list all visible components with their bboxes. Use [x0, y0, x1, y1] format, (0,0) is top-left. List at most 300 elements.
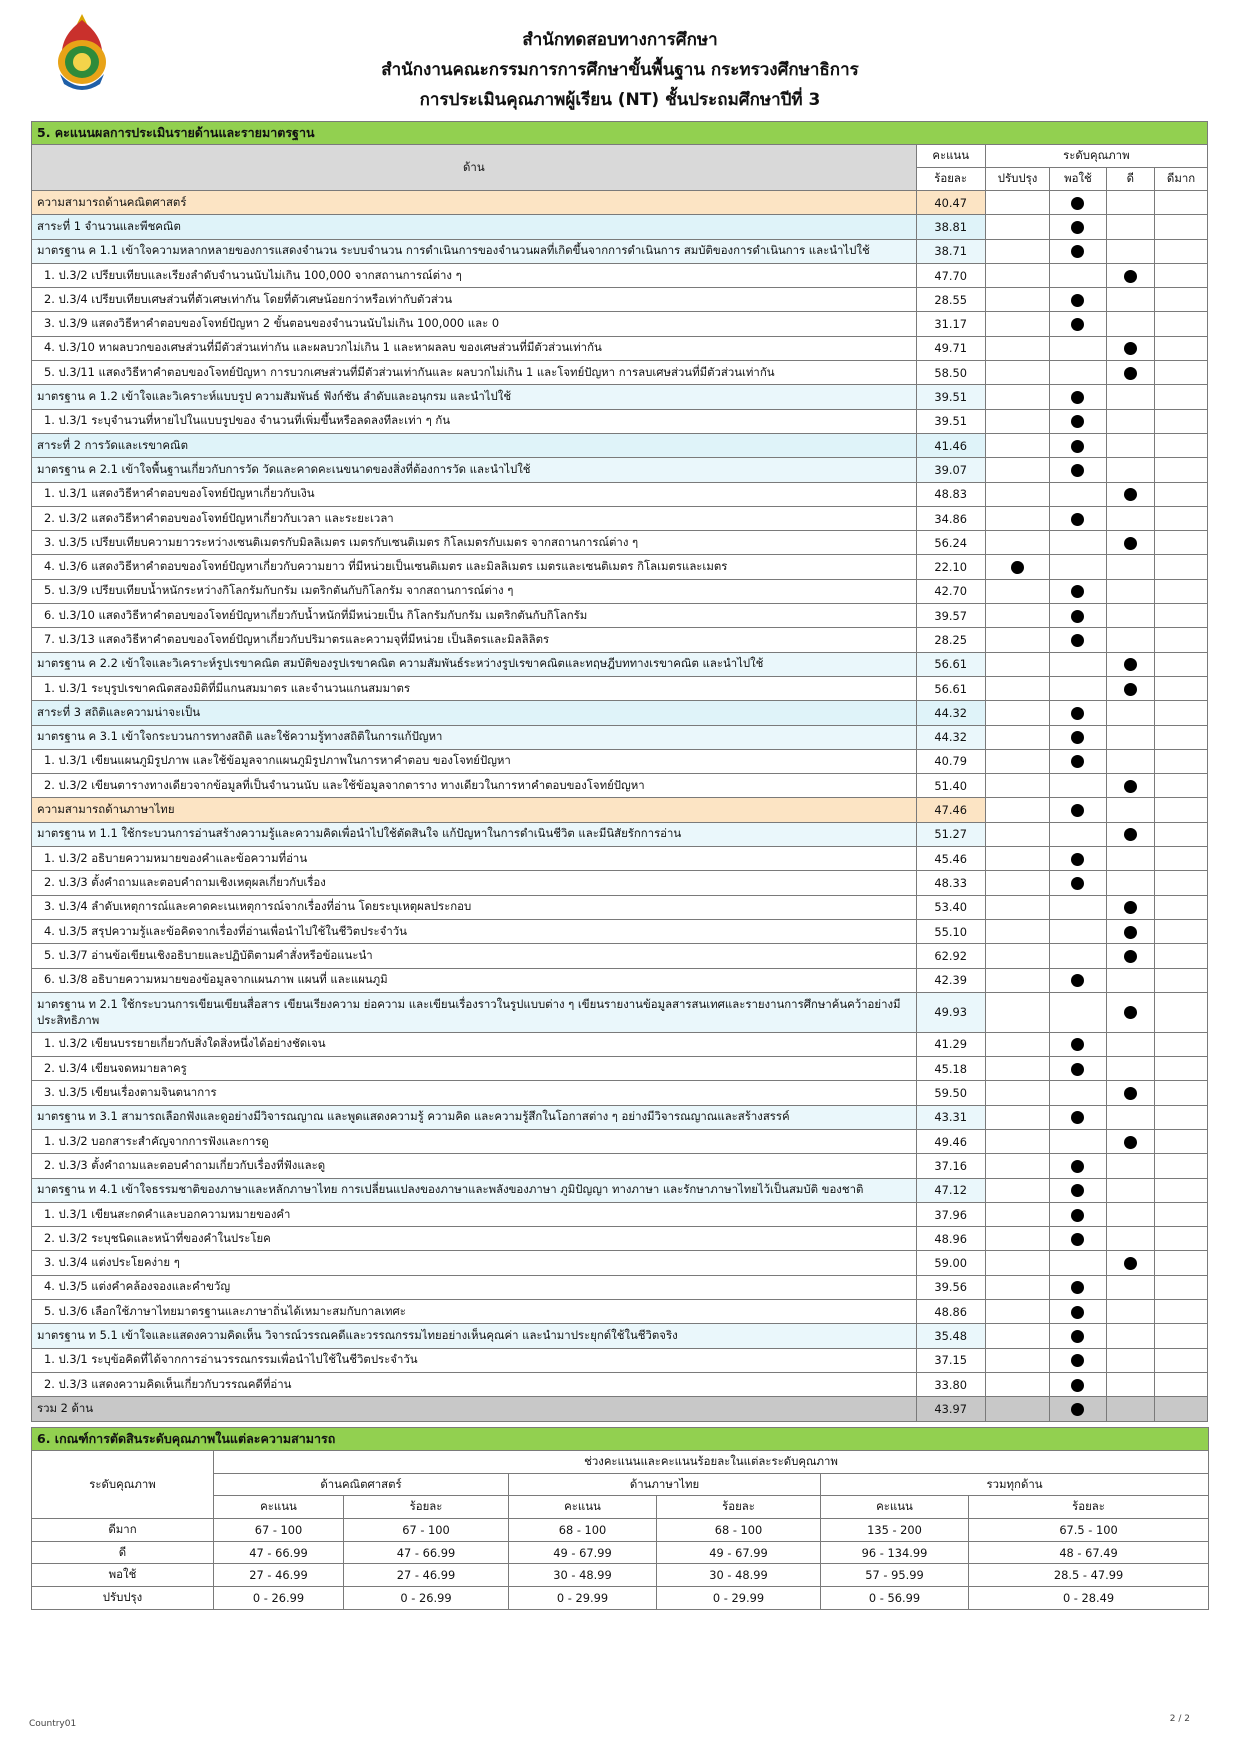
- level-cell: [1106, 1348, 1155, 1372]
- level-cell: [1050, 579, 1106, 603]
- level-header-improve: ปรับปรุง: [985, 168, 1050, 191]
- ability-row: [32, 798, 1208, 822]
- percent-score: 44.32: [916, 701, 985, 725]
- level-cell: [985, 555, 1050, 579]
- level-cell: [1106, 288, 1155, 312]
- level-cell: [1050, 871, 1106, 895]
- filled-circle-icon: [1071, 1281, 1084, 1294]
- level-cell: [985, 798, 1050, 822]
- percent-score: 39.56: [916, 1275, 985, 1299]
- level-cell: [1050, 409, 1106, 433]
- filled-circle-icon: [1071, 1330, 1084, 1343]
- level-cell: [1106, 579, 1155, 603]
- standard-row: [32, 1324, 1208, 1348]
- level-cell: [985, 1202, 1050, 1226]
- filled-circle-icon: [1071, 755, 1084, 768]
- org-subtitle: สำนักงานคณะกรรมการการศึกษาขั้นพื้นฐาน กระทรวงศึกษาธิการ: [381, 60, 859, 80]
- level-cell: [985, 215, 1050, 239]
- filled-circle-icon: [1011, 561, 1024, 574]
- level-cell: [985, 239, 1050, 263]
- level-cell: [1050, 336, 1106, 360]
- criteria-range: 0 - 28.49: [969, 1587, 1209, 1610]
- level-cell: [1050, 433, 1106, 457]
- level-cell: [1155, 676, 1208, 700]
- standard-row: [32, 652, 1208, 676]
- indicator-label: 3. ป.3/5 เขียนเรื่องตามจินตนาการ: [32, 1081, 917, 1105]
- standard-row: [32, 1105, 1208, 1129]
- percent-score: 59.00: [916, 1251, 985, 1275]
- indicator-label: 3. ป.3/9 แสดงวิธีหาคำตอบของโจทย์ปัญหา 2 ขั้นตอนของจำนวนนับไม่เกิน 100,000 และ 0: [32, 312, 917, 336]
- level-cell: [985, 1081, 1050, 1105]
- filled-circle-icon: [1071, 634, 1084, 647]
- standard-row: [32, 822, 1208, 846]
- level-cell: [1050, 895, 1106, 919]
- percent-score: 48.83: [916, 482, 985, 506]
- criteria-range: 28.5 - 47.99: [969, 1564, 1209, 1587]
- level-cell: [1050, 847, 1106, 871]
- level-cell: [1050, 798, 1106, 822]
- level-cell: [985, 628, 1050, 652]
- level-cell: [1106, 433, 1155, 457]
- level-cell: [985, 1275, 1050, 1299]
- level-cell: [1155, 1251, 1208, 1275]
- standard-label: มาตรฐาน ค 2.1 เข้าใจพื้นฐานเกี่ยวกับการวัด วัดและคาดคะเนขนาดของสิ่งที่ต้องการวัด และนำไปใช้: [32, 458, 917, 482]
- criteria-range: 0 - 29.99: [509, 1587, 657, 1610]
- percent-score: 37.16: [916, 1154, 985, 1178]
- filled-circle-icon: [1071, 318, 1084, 331]
- level-cell: [1155, 409, 1208, 433]
- criteria-range: 0 - 56.99: [821, 1587, 969, 1610]
- percent-score: 43.97: [916, 1397, 985, 1421]
- criteria-rows: [32, 1519, 1209, 1610]
- level-cell: [1155, 968, 1208, 992]
- standard-label: มาตรฐาน ค 3.1 เข้าใจกระบวนการทางสถิติ และใช้ความรู้ทางสถิติในการแก้ปัญหา: [32, 725, 917, 749]
- level-cell: [1050, 361, 1106, 385]
- criteria-range: 27 - 46.99: [214, 1564, 344, 1587]
- group-header-math: ด้านคณิตศาสตร์: [214, 1473, 509, 1496]
- indicator-row: [32, 895, 1208, 919]
- indicator-label: 6. ป.3/8 อธิบายความหมายของข้อมูลจากแผนภาพ แผนที่ และแผนภูมิ: [32, 968, 917, 992]
- filled-circle-icon: [1071, 245, 1084, 258]
- level-cell: [1050, 1105, 1106, 1129]
- criteria-range: 49 - 67.99: [509, 1541, 657, 1564]
- level-cell: [1050, 555, 1106, 579]
- sub-header-score: คะแนน: [821, 1496, 969, 1519]
- percent-score: 47.70: [916, 263, 985, 287]
- filled-circle-icon: [1071, 464, 1084, 477]
- percent-score: 49.71: [916, 336, 985, 360]
- percent-score: 40.79: [916, 749, 985, 773]
- level-cell: [1155, 361, 1208, 385]
- level-cell: [1106, 1397, 1155, 1421]
- indicator-label: 3. ป.3/4 ลำดับเหตุการณ์และคาดคะเนเหตุการณ์จากเรื่องที่อ่าน โดยระบุเหตุผลประกอบ: [32, 895, 917, 919]
- level-cell: [985, 312, 1050, 336]
- level-cell: [1106, 263, 1155, 287]
- level-header-good: ดี: [1106, 168, 1155, 191]
- criteria-level: ดี: [32, 1541, 214, 1564]
- filled-circle-icon: [1071, 707, 1084, 720]
- filled-circle-icon: [1071, 1184, 1084, 1197]
- level-cell: [1155, 1154, 1208, 1178]
- ability-label: ความสามารถด้านภาษาไทย: [32, 798, 917, 822]
- indicator-row: [32, 288, 1208, 312]
- level-cell: [985, 1032, 1050, 1056]
- level-cell: [1050, 1275, 1106, 1299]
- level-cell: [985, 749, 1050, 773]
- level-cell: [985, 1251, 1050, 1275]
- criteria-range: 30 - 48.99: [509, 1564, 657, 1587]
- criteria-range: 49 - 67.99: [657, 1541, 821, 1564]
- filled-circle-icon: [1071, 1111, 1084, 1124]
- indicator-label: 2. ป.3/4 เปรียบเทียบเศษส่วนที่ตัวเศษเท่ากัน โดยที่ตัวเศษน้อยกว่าหรือเท่ากับตัวส่วน: [32, 288, 917, 312]
- filled-circle-icon: [1071, 440, 1084, 453]
- percent-score: 28.55: [916, 288, 985, 312]
- indicator-row: [32, 1202, 1208, 1226]
- sub-header-percent: ร้อยละ: [657, 1496, 821, 1519]
- filled-circle-icon: [1124, 658, 1137, 671]
- indicator-row: [32, 1251, 1208, 1275]
- level-cell: [1106, 992, 1155, 1032]
- level-cell: [1106, 555, 1155, 579]
- standard-label: มาตรฐาน ท 3.1 สามารถเลือกฟังและดูอย่างมีวิจารณญาณ และพูดแสดงความรู้ ความคิด และความรู้สึกในโอกาสต่าง ๆ อย่างมีวิจารณญาณและสร้างสรรค์: [32, 1105, 917, 1129]
- level-cell: [1050, 458, 1106, 482]
- level-cell: [1155, 312, 1208, 336]
- level-cell: [1155, 1032, 1208, 1056]
- level-cell: [985, 1372, 1050, 1396]
- level-cell: [1050, 1178, 1106, 1202]
- level-cell: [1050, 628, 1106, 652]
- indicator-label: 1. ป.3/1 เขียนสะกดคำและบอกความหมายของคำ: [32, 1202, 917, 1226]
- level-cell: [1155, 944, 1208, 968]
- level-header-fair: พอใช้: [1050, 168, 1106, 191]
- level-cell: [1106, 628, 1155, 652]
- strand-label: สาระที่ 2 การวัดและเรขาคณิต: [32, 433, 917, 457]
- level-cell: [985, 992, 1050, 1032]
- level-cell: [985, 191, 1050, 215]
- filled-circle-icon: [1071, 853, 1084, 866]
- percent-score: 42.70: [916, 579, 985, 603]
- level-cell: [1106, 336, 1155, 360]
- percent-score: 41.46: [916, 433, 985, 457]
- percent-score: 37.15: [916, 1348, 985, 1372]
- level-cell: [985, 433, 1050, 457]
- filled-circle-icon: [1124, 1136, 1137, 1149]
- level-cell: [1155, 1202, 1208, 1226]
- total-row: [32, 1397, 1208, 1421]
- percent-score: 22.10: [916, 555, 985, 579]
- level-cell: [985, 1154, 1050, 1178]
- indicator-label: 4. ป.3/5 สรุปความรู้และข้อคิดจากเรื่องที่อ่านเพื่อนำไปใช้ในชีวิตประจำวัน: [32, 919, 917, 943]
- criteria-level: ปรับปรุง: [32, 1587, 214, 1610]
- strand-label: สาระที่ 3 สถิติและความน่าจะเป็น: [32, 701, 917, 725]
- indicator-row: [32, 1348, 1208, 1372]
- sub-header-percent: ร้อยละ: [344, 1496, 509, 1519]
- criteria-range: 67 - 100: [214, 1519, 344, 1542]
- indicator-row: [32, 871, 1208, 895]
- filled-circle-icon: [1124, 828, 1137, 841]
- percent-score: 45.46: [916, 847, 985, 871]
- standard-label: มาตรฐาน ท 5.1 เข้าใจและแสดงความคิดเห็น วิจารณ์วรรณคดีและวรรณกรรมไทยอย่างเห็นคุณค่า และนำมาประยุกต์ใช้ในชีวิตจริง: [32, 1324, 917, 1348]
- level-cell: [1106, 312, 1155, 336]
- level-cell: [985, 458, 1050, 482]
- level-cell: [1155, 385, 1208, 409]
- criteria-range: 48 - 67.49: [969, 1541, 1209, 1564]
- percent-score: 47.46: [916, 798, 985, 822]
- filled-circle-icon: [1071, 391, 1084, 404]
- level-cell: [1106, 847, 1155, 871]
- ability-row: [32, 191, 1208, 215]
- sub-header-percent: ร้อยละ: [969, 1496, 1209, 1519]
- level-cell: [1106, 944, 1155, 968]
- indicator-label: 2. ป.3/3 ตั้งคำถามและตอบคำถามเชิงเหตุผลเกี่ยวกับเรื่อง: [32, 871, 917, 895]
- level-cell: [985, 506, 1050, 530]
- level-cell: [1050, 749, 1106, 773]
- level-cell: [1106, 458, 1155, 482]
- level-cell: [1155, 239, 1208, 263]
- level-cell: [1050, 385, 1106, 409]
- group-header-thai: ด้านภาษาไทย: [509, 1473, 821, 1496]
- level-cell: [1155, 1372, 1208, 1396]
- level-cell: [1106, 919, 1155, 943]
- criteria-range: 96 - 134.99: [821, 1541, 969, 1564]
- level-cell: [1050, 604, 1106, 628]
- section5-rows: [32, 191, 1208, 1422]
- criteria-range: 57 - 95.99: [821, 1564, 969, 1587]
- level-cell: [1106, 361, 1155, 385]
- level-cell: [1155, 263, 1208, 287]
- criteria-range: 0 - 29.99: [657, 1587, 821, 1610]
- level-cell: [1050, 239, 1106, 263]
- standard-label: มาตรฐาน ท 4.1 เข้าใจธรรมชาติของภาษาและหลักภาษาไทย การเปลี่ยนแปลงของภาษาและพลังของภาษา ภูมิปัญญา ทางภาษา และรักษาภาษาไทยไว้เป็นสมบัติ ของชาติ: [32, 1178, 917, 1202]
- percent-score: 48.96: [916, 1227, 985, 1251]
- standard-row: [32, 1178, 1208, 1202]
- indicator-label: 1. ป.3/1 ระบุจำนวนที่หายไปในแบบรูปของ จำนวนที่เพิ่มขึ้นหรือลดลงทีละเท่า ๆ กัน: [32, 409, 917, 433]
- level-cell: [985, 288, 1050, 312]
- level-cell: [1155, 895, 1208, 919]
- level-cell: [985, 1227, 1050, 1251]
- filled-circle-icon: [1124, 901, 1137, 914]
- criteria-range: 47 - 66.99: [214, 1541, 344, 1564]
- level-cell: [1050, 1324, 1106, 1348]
- strand-row: [32, 215, 1208, 239]
- percent-score: 48.33: [916, 871, 985, 895]
- level-cell: [1050, 822, 1106, 846]
- level-cell: [1050, 774, 1106, 798]
- filled-circle-icon: [1071, 1209, 1084, 1222]
- indicator-row: [32, 774, 1208, 798]
- level-cell: [1155, 847, 1208, 871]
- filled-circle-icon: [1071, 585, 1084, 598]
- level-cell: [1155, 798, 1208, 822]
- filled-circle-icon: [1124, 270, 1137, 283]
- indicator-row: [32, 1129, 1208, 1153]
- indicator-label: 1. ป.3/1 แสดงวิธีหาคำตอบของโจทย์ปัญหาเกี่ยวกับเงิน: [32, 482, 917, 506]
- level-cell: [985, 1397, 1050, 1421]
- percent-column-header: ร้อยละ: [916, 168, 985, 191]
- percent-score: 49.93: [916, 992, 985, 1032]
- level-cell: [1106, 1202, 1155, 1226]
- indicator-row: [32, 1057, 1208, 1081]
- indicator-row: [32, 361, 1208, 385]
- level-cell: [1106, 1300, 1155, 1324]
- indicator-label: 1. ป.3/2 อธิบายความหมายของคำและข้อความที่อ่าน: [32, 847, 917, 871]
- indicator-label: 2. ป.3/3 แสดงความคิดเห็นเกี่ยวกับวรรณคดีที่อ่าน: [32, 1372, 917, 1396]
- level-cell: [1050, 701, 1106, 725]
- level-cell: [985, 579, 1050, 603]
- indicator-row: [32, 1275, 1208, 1299]
- level-cell: [1106, 1275, 1155, 1299]
- level-cell: [985, 895, 1050, 919]
- indicator-label: 5. ป.3/11 แสดงวิธีหาคำตอบของโจทย์ปัญหา การบวกเศษส่วนที่มีตัวส่วนเท่ากันและ ผลบวกไม่เกิน 1 และโจทย์ปัญหา การลบเศษส่วนที่มีตัวส่วนเท่ากัน: [32, 361, 917, 385]
- level-cell: [1155, 1397, 1208, 1421]
- indicator-label: 6. ป.3/10 แสดงวิธีหาคำตอบของโจทย์ปัญหาเกี่ยวกับน้ำหนักที่มีหน่วยเป็น กิโลกรัมกับกรัม เมตริกตันกับกิโลกรัม: [32, 604, 917, 628]
- indicator-label: 1. ป.3/2 เปรียบเทียบและเรียงลำดับจำนวนนับไม่เกิน 100,000 จากสถานการณ์ต่าง ๆ: [32, 263, 917, 287]
- level-cell: [1050, 531, 1106, 555]
- filled-circle-icon: [1124, 367, 1137, 380]
- indicator-row: [32, 336, 1208, 360]
- level-cell: [1106, 215, 1155, 239]
- strand-row: [32, 433, 1208, 457]
- level-cell: [1106, 604, 1155, 628]
- filled-circle-icon: [1124, 1257, 1137, 1270]
- filled-circle-icon: [1124, 1006, 1137, 1019]
- filled-circle-icon: [1071, 1233, 1084, 1246]
- sub-header-score: คะแนน: [214, 1496, 344, 1519]
- percent-score: 56.24: [916, 531, 985, 555]
- criteria-range: 27 - 46.99: [344, 1564, 509, 1587]
- filled-circle-icon: [1071, 197, 1084, 210]
- level-cell: [1106, 822, 1155, 846]
- percent-score: 56.61: [916, 676, 985, 700]
- filled-circle-icon: [1071, 804, 1084, 817]
- percent-score: 28.25: [916, 628, 985, 652]
- filled-circle-icon: [1071, 1063, 1084, 1076]
- indicator-row: [32, 676, 1208, 700]
- indicator-row: [32, 1081, 1208, 1105]
- indicator-label: 1. ป.3/1 ระบุข้อคิดที่ได้จากการอ่านวรรณกรรมเพื่อนำไปใช้ในชีวิตประจำวัน: [32, 1348, 917, 1372]
- criteria-range: 135 - 200: [821, 1519, 969, 1542]
- level-cell: [1050, 944, 1106, 968]
- level-cell: [1106, 701, 1155, 725]
- level-cell: [1050, 482, 1106, 506]
- criteria-range: 0 - 26.99: [214, 1587, 344, 1610]
- indicator-label: 3. ป.3/4 แต่งประโยคง่าย ๆ: [32, 1251, 917, 1275]
- filled-circle-icon: [1124, 683, 1137, 696]
- level-cell: [1106, 482, 1155, 506]
- indicator-row: [32, 919, 1208, 943]
- level-cell: [1155, 555, 1208, 579]
- criteria-range: 68 - 100: [657, 1519, 821, 1542]
- level-cell: [1106, 531, 1155, 555]
- level-cell: [1050, 919, 1106, 943]
- filled-circle-icon: [1071, 974, 1084, 987]
- percent-score: 51.40: [916, 774, 985, 798]
- level-cell: [1155, 1348, 1208, 1372]
- level-cell: [985, 1057, 1050, 1081]
- percent-score: 43.31: [916, 1105, 985, 1129]
- level-cell: [985, 847, 1050, 871]
- level-cell: [1106, 725, 1155, 749]
- indicator-label: 1. ป.3/1 เขียนแผนภูมิรูปภาพ และใช้ข้อมูลจากแผนภูมิรูปภาพในการหาคำตอบ ของโจทย์ปัญหา: [32, 749, 917, 773]
- standard-row: [32, 725, 1208, 749]
- section5-title: 5. คะแนนผลการประเมินรายด้านและรายมาตรฐาน: [32, 122, 1208, 145]
- sub-header-score: คะแนน: [509, 1496, 657, 1519]
- section6-table: [31, 1427, 1209, 1610]
- indicator-row: [32, 1300, 1208, 1324]
- level-cell: [1106, 1227, 1155, 1251]
- level-cell: [1050, 312, 1106, 336]
- indicator-row: [32, 749, 1208, 773]
- indicator-row: [32, 1032, 1208, 1056]
- section6-title: 6. เกณฑ์การตัดสินระดับคุณภาพในแต่ละความสามารถ: [32, 1428, 1209, 1451]
- indicator-row: [32, 506, 1208, 530]
- total-label: รวม 2 ด้าน: [32, 1397, 917, 1421]
- percent-score: 39.51: [916, 385, 985, 409]
- indicator-label: 5. ป.3/7 อ่านข้อเขียนเชิงอธิบายและปฏิบัติตามคำสั่งหรือข้อแนะนำ: [32, 944, 917, 968]
- strand-row: [32, 701, 1208, 725]
- level-cell: [1050, 215, 1106, 239]
- level-cell: [985, 871, 1050, 895]
- percent-score: 62.92: [916, 944, 985, 968]
- strand-label: สาระที่ 1 จำนวนและพีชคณิต: [32, 215, 917, 239]
- level-cell: [985, 1178, 1050, 1202]
- indicator-label: 2. ป.3/4 เขียนจดหมายลาครู: [32, 1057, 917, 1081]
- percent-score: 47.12: [916, 1178, 985, 1202]
- level-cell: [1155, 992, 1208, 1032]
- indicator-label: 2. ป.3/3 ตั้งคำถามและตอบคำถามเกี่ยวกับเรื่องที่ฟังและดู: [32, 1154, 917, 1178]
- percent-score: 53.40: [916, 895, 985, 919]
- indicator-label: 3. ป.3/5 เปรียบเทียบความยาวระหว่างเซนติเมตรกับมิลลิเมตร เมตรกับเซนติเมตร กิโลเมตรกับเมตร จากสถานการณ์ต่าง ๆ: [32, 531, 917, 555]
- level-cell: [1155, 191, 1208, 215]
- filled-circle-icon: [1124, 488, 1137, 501]
- level-cell: [1155, 531, 1208, 555]
- indicator-row: [32, 1227, 1208, 1251]
- level-cell: [1050, 676, 1106, 700]
- filled-circle-icon: [1124, 342, 1137, 355]
- level-cell: [1155, 652, 1208, 676]
- standard-row: [32, 239, 1208, 263]
- level-cell: [1106, 1372, 1155, 1396]
- percent-score: 49.46: [916, 1129, 985, 1153]
- level-cell: [1155, 433, 1208, 457]
- indicator-row: [32, 482, 1208, 506]
- percent-score: 35.48: [916, 1324, 985, 1348]
- level-cell: [1050, 1154, 1106, 1178]
- level-cell: [1050, 652, 1106, 676]
- filled-circle-icon: [1071, 513, 1084, 526]
- level-cell: [1106, 1324, 1155, 1348]
- percent-score: 39.07: [916, 458, 985, 482]
- criteria-range: 68 - 100: [509, 1519, 657, 1542]
- percent-score: 59.50: [916, 1081, 985, 1105]
- level-cell: [985, 1300, 1050, 1324]
- percent-score: 51.27: [916, 822, 985, 846]
- percent-score: 38.71: [916, 239, 985, 263]
- standard-label: มาตรฐาน ค 1.2 เข้าใจและวิเคราะห์แบบรูป ความสัมพันธ์ ฟังก์ชัน ลำดับและอนุกรม และนำไปใช้: [32, 385, 917, 409]
- level-cell: [1155, 701, 1208, 725]
- criteria-row: [32, 1541, 1209, 1564]
- range-header: ช่วงคะแนนและคะแนนร้อยละในแต่ละระดับคุณภาพ: [214, 1451, 1209, 1474]
- level-column-header: ระดับคุณภาพ: [985, 145, 1207, 168]
- standard-row: [32, 385, 1208, 409]
- level-cell: [1050, 1227, 1106, 1251]
- level-cell: [985, 725, 1050, 749]
- percent-score: 34.86: [916, 506, 985, 530]
- percent-score: 56.61: [916, 652, 985, 676]
- level-cell: [1155, 604, 1208, 628]
- level-cell: [1155, 458, 1208, 482]
- percent-score: 37.96: [916, 1202, 985, 1226]
